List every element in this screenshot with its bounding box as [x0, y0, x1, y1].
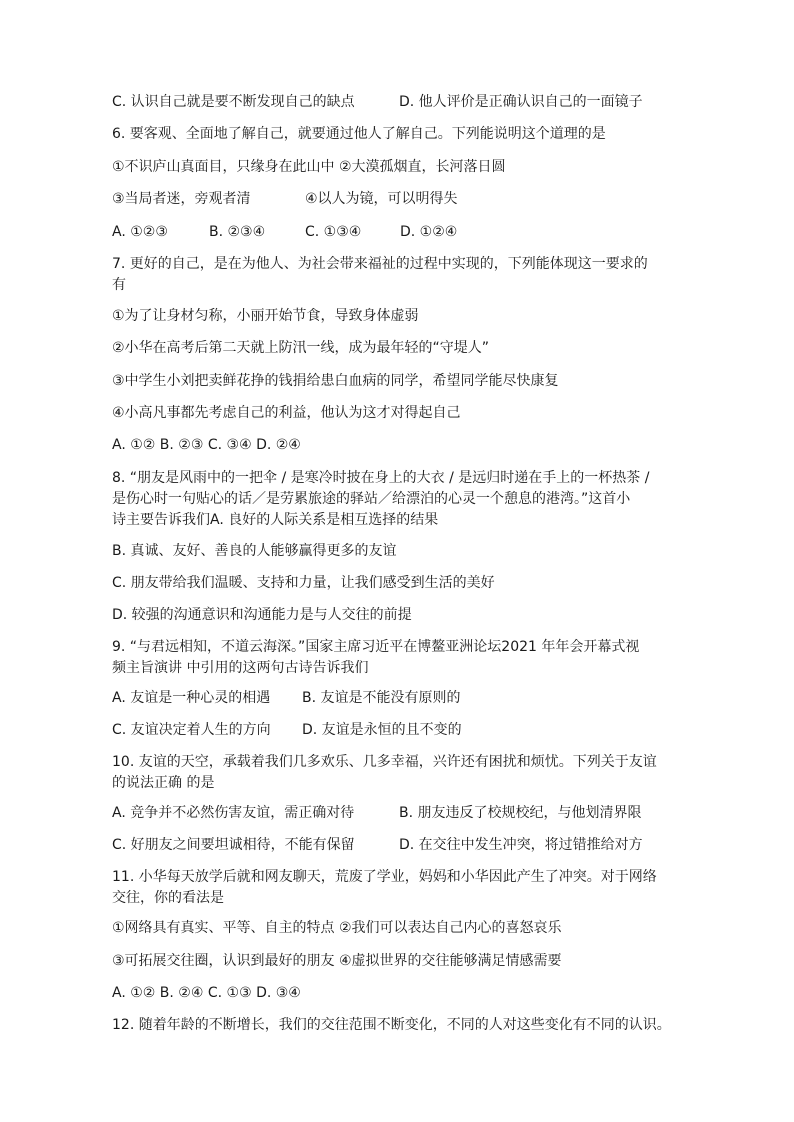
q11-stem-1: 11. 小华每天放学后就和网友聊天，荒废了学业，妈妈和小华因此产生了冲突。对于网络 [112, 869, 657, 885]
q10-stem-1: 10. 友谊的天空，承载着我们几多欢乐、几多幸福，兴许还有困扰和烦忧。下列关于友谊 [112, 754, 657, 770]
q6-option-c: C. ①③④ [305, 224, 362, 240]
q8-stem-2: 是伤心时一句贴心的话／是劳累旅途的驿站／给漂泊的心灵一个憩息的港湾。”这首小 [112, 491, 631, 507]
q7-item-4: ④小高凡事都先考虑自己的利益，他认为这才对得起自己 [112, 405, 461, 421]
q6-option-d: D. ①②④ [400, 224, 458, 240]
q8-option-b: B. 真诚、友好、善良的人能够赢得更多的友谊 [112, 543, 397, 559]
q6-option-a: A. ①②③ [112, 224, 168, 240]
q9-option-a: A. 友谊是一种心灵的相遇 [112, 690, 271, 706]
q7-item-2: ②小华在高考后第二天就上防汛一线，成为最年轻的“守堤人” [112, 340, 490, 356]
q6-stem: 6. 要客观、全面地了解自己，就要通过他人了解自己。下列能说明这个道理的是 [112, 126, 606, 142]
q8-option-d: D. 较强的沟通意识和沟通能力是与人交往的前提 [112, 607, 412, 623]
q9-stem-2: 频主旨演讲 中引用的这两句古诗告诉我们 [112, 660, 369, 676]
q5-option-c: C. 认识自己就是要不断发现自己的缺点 [112, 94, 355, 110]
q6-items-12: ①不识庐山真面目，只缘身在此山中 ②大漠孤烟直，长河落日圆 [112, 159, 506, 175]
q12-stem: 12. 随着年龄的不断增长，我们的交往范围不断变化，不同的人对这些变化有不同的认识。 [112, 1017, 671, 1033]
q8-stem-1: 8. “朋友是风雨中的一把伞 / 是寒冷时披在身上的大衣 / 是远归时递在手上的一杯热茶 / [112, 470, 650, 486]
q10-option-b: B. 朋友违反了校规校纪，与他划清界限 [399, 805, 642, 821]
q9-stem-1: 9. “与君远相知，不道云海深。”国家主席习近平在博鳌亚洲论坛2021 年年会开幕式视 [112, 639, 640, 655]
q6-item-3: ③当局者迷，旁观者清 [112, 191, 251, 207]
q6-option-b: B. ②③④ [209, 224, 266, 240]
q9-option-b: B. 友谊是不能没有原则的 [302, 690, 461, 706]
q6-item-4: ④以人为镜，可以明得失 [305, 191, 458, 207]
q9-option-d: D. 友谊是永恒的且不变的 [302, 722, 462, 738]
q7-stem-1: 7. 更好的自己，是在为他人、为社会带来福祉的过程中实现的，下列能体现这一要求的 [112, 256, 648, 272]
q10-stem-2: 的说法正确 的是 [112, 775, 215, 791]
q10-option-a: A. 竞争并不必然伤害友谊，需正确对待 [112, 805, 355, 821]
q8-option-c: C. 朋友带给我们温暖、支持和力量，让我们感受到生活的美好 [112, 575, 495, 591]
q5-option-d: D. 他人评价是正确认识自己的一面镜子 [399, 94, 643, 110]
q11-items-34: ③可拓展交往圈，认识到最好的朋友 ④虚拟世界的交往能够满足情感需要 [112, 953, 562, 969]
q8-stem-3: 诗主要告诉我们A. 良好的人际关系是相互选择的结果 [112, 512, 439, 528]
q10-option-d: D. 在交往中发生冲突，将过错推给对方 [399, 837, 643, 853]
q11-stem-2: 交往，你的看法是 [112, 890, 224, 906]
q11-options: A. ①② B. ②④ C. ①③ D. ③④ [112, 985, 301, 1001]
q9-option-c: C. 友谊决定着人生的方向 [112, 722, 271, 738]
q11-items-12: ①网络具有真实、平等、自主的特点 ②我们可以表达自己内心的喜怒哀乐 [112, 920, 562, 936]
q7-options: A. ①② B. ②③ C. ③④ D. ②④ [112, 437, 301, 453]
q10-option-c: C. 好朋友之间要坦诚相待，不能有保留 [112, 837, 355, 853]
q7-item-3: ③中学生小刘把卖鲜花挣的钱捐给患白血病的同学，希望同学能尽快康复 [112, 373, 559, 389]
q7-item-1: ①为了让身材匀称，小丽开始节食，导致身体虚弱 [112, 308, 419, 324]
q7-stem-2: 有 [112, 277, 126, 293]
